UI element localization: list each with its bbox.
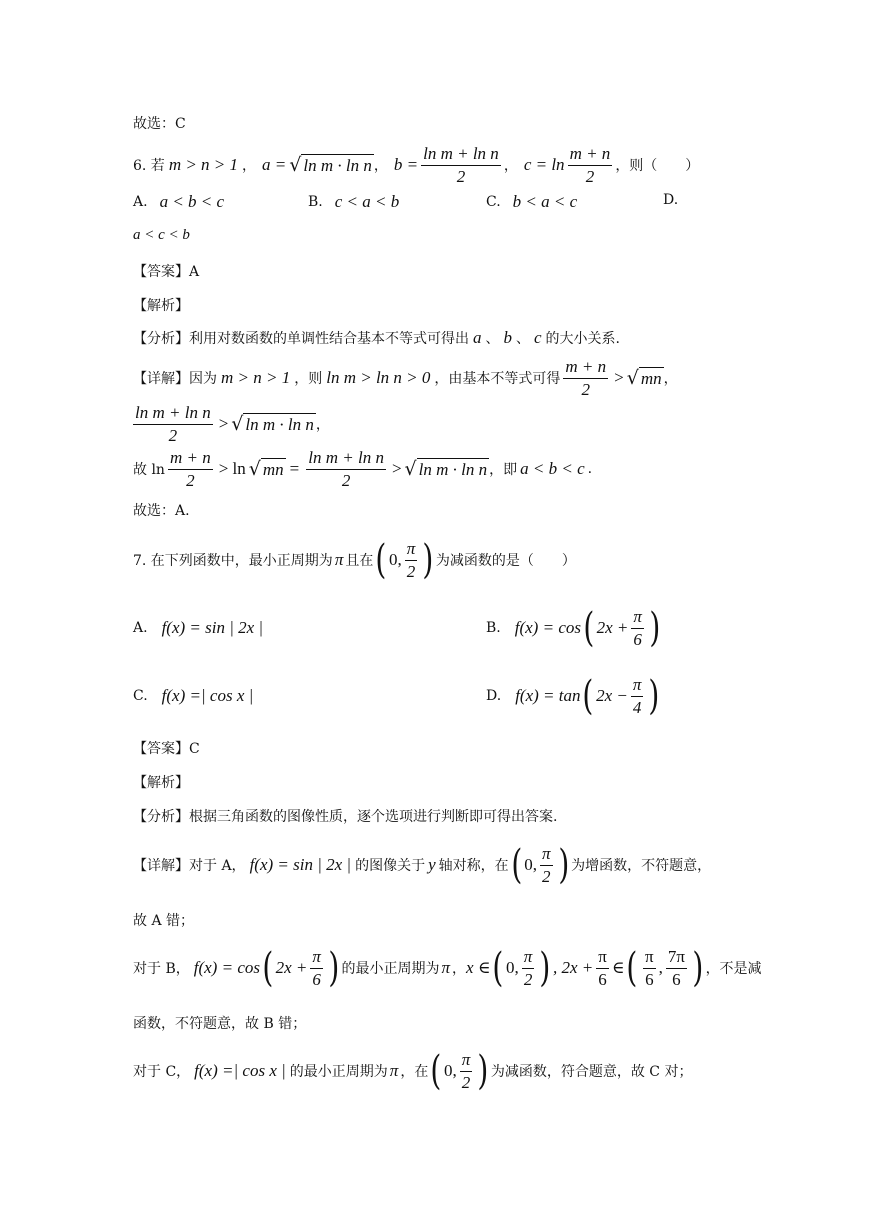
detail-6-line-1 <box>133 356 678 400</box>
q6-option-d-text <box>133 227 190 244</box>
option-label: D. <box>663 192 679 208</box>
numerator: π <box>540 845 553 866</box>
option-text: c < a < b <box>334 192 400 211</box>
option-label: C. <box>133 688 148 704</box>
var-b: b <box>503 328 512 347</box>
text: 的大小关系. <box>545 331 620 347</box>
text: 故选：A. <box>133 503 190 519</box>
math: , 2x + <box>552 958 594 977</box>
text: ， <box>452 961 467 977</box>
denominator: 6 <box>633 629 642 649</box>
text: . <box>587 461 593 477</box>
var-y: y <box>428 855 436 874</box>
pi: π <box>441 958 451 977</box>
answer-select-6 <box>133 500 190 520</box>
denominator: 2 <box>585 166 595 186</box>
text: ， <box>315 417 330 433</box>
denominator: 2 <box>581 379 591 399</box>
option-label: A. <box>133 620 148 636</box>
text: ，不是减 <box>705 961 762 977</box>
q7-option-b <box>486 605 663 651</box>
frac <box>596 948 609 989</box>
option-label: C. <box>486 194 501 210</box>
sqrt: √ ln m · ln n <box>404 458 488 480</box>
left-paren: ( <box>375 537 387 583</box>
frac <box>405 540 418 581</box>
detail-7-b <box>133 945 762 991</box>
func: f(x) = cos <box>193 958 260 977</box>
denominator: 2 <box>186 470 195 490</box>
option-text: b < a < c <box>512 192 578 211</box>
op: > ln <box>218 459 246 478</box>
analysis-heading-6 <box>133 295 189 315</box>
q6-a-radicand: ln m · ln n <box>303 156 372 175</box>
right-paren: ) <box>328 945 340 991</box>
detail-7-a-2 <box>133 910 194 930</box>
text: 【解析】 <box>133 298 189 314</box>
option-text: a < b < c <box>159 192 225 211</box>
numerator: ln m + ln n <box>421 145 501 166</box>
option-text: f(x) = sin | 2x | <box>161 618 264 637</box>
denominator: 2 <box>168 425 178 445</box>
numerator: m + n <box>563 358 608 379</box>
sep: 、 <box>485 331 500 347</box>
arg: 2x − <box>596 686 628 705</box>
right-paren: ) <box>477 1048 489 1094</box>
var-a: a <box>473 328 482 347</box>
q6-cond: m > n > 1 <box>168 155 239 174</box>
interval-start: 0, <box>388 550 402 569</box>
tag: 【分析】 <box>133 809 189 825</box>
left-paren: ( <box>626 945 638 991</box>
q6-option-d <box>663 192 678 208</box>
numerator: π <box>522 948 535 969</box>
text: ，则 <box>294 371 323 387</box>
text: 为减函数的是（ ） <box>435 553 576 569</box>
frac <box>563 358 608 399</box>
answer-6 <box>133 261 199 281</box>
detail-7-b-2 <box>133 1013 306 1033</box>
interval-start: 0, <box>506 958 519 977</box>
text: 为减函数，符合题意，故 C 对； <box>490 1064 693 1080</box>
option-text: f(x) =| cos x | <box>161 686 254 705</box>
frac <box>643 948 656 989</box>
text: 故 ln <box>133 462 165 478</box>
text: 【答案】C <box>133 741 200 757</box>
text: 的图像关于 <box>355 858 426 874</box>
text: 的最小正周期为 <box>341 961 440 977</box>
q7-label: 7. 在下列函数中，最小正周期为 <box>133 553 333 569</box>
q6-a-def: a = <box>262 155 287 174</box>
text: 【解析】 <box>133 775 189 791</box>
analysis-6 <box>133 328 620 348</box>
numerator: π <box>310 948 323 969</box>
denominator: 2 <box>341 470 351 490</box>
denominator: 4 <box>632 697 642 717</box>
denominator: 2 <box>542 866 551 886</box>
pi: π <box>389 1061 399 1080</box>
comma: , <box>658 958 663 977</box>
detail-7-c <box>133 1048 692 1094</box>
text: 因为 <box>189 371 217 387</box>
right-paren: ) <box>539 945 551 991</box>
option-text: a < c < b <box>133 227 190 243</box>
text: 利用对数函数的单调性结合基本不等式可得出 <box>189 331 469 347</box>
text: 对于 C， <box>133 1064 191 1080</box>
radicand: ln m · ln n <box>245 415 314 434</box>
radicand: ln m · ln n <box>418 460 488 479</box>
op: > <box>391 459 402 478</box>
q6-c-frac <box>568 145 613 186</box>
frac <box>631 608 644 649</box>
sqrt: √ ln m · ln n <box>231 413 314 435</box>
numerator: π <box>631 608 644 629</box>
arg: 2x + <box>275 958 308 977</box>
frac <box>310 948 323 989</box>
denominator: 2 <box>523 969 533 989</box>
numerator: π <box>460 1051 473 1072</box>
op: > <box>614 368 624 387</box>
frac <box>666 948 687 989</box>
math: m > n > 1 <box>221 368 291 387</box>
q6-b-def: b = <box>393 155 419 174</box>
option-label: B. <box>308 194 323 210</box>
op: = <box>289 459 300 478</box>
q6-tail: ，则（ ） <box>615 158 700 174</box>
denominator: 2 <box>406 561 416 581</box>
numerator: ln m + ln n <box>133 404 213 425</box>
left-paren: ( <box>492 945 504 991</box>
numerator: ln m + ln n <box>306 449 386 470</box>
analysis-7 <box>133 806 557 826</box>
answer-select-5 <box>133 113 186 133</box>
q6-b-frac <box>421 145 501 186</box>
text: 的最小正周期为 <box>289 1064 388 1080</box>
tag: 【分析】 <box>133 331 189 347</box>
text: 为增函数，不符题意， <box>571 858 712 874</box>
pi: π <box>334 550 344 569</box>
func: f(x) = tan <box>515 686 581 705</box>
option-label: A. <box>133 194 148 210</box>
interval-start: 0, <box>443 1061 457 1080</box>
numerator: m + n <box>568 145 613 166</box>
frac <box>460 1051 473 1092</box>
frac <box>306 449 386 490</box>
sep: 、 <box>516 331 530 347</box>
numerator: π <box>631 676 644 697</box>
left-paren: ( <box>262 945 274 991</box>
option-label: B. <box>486 620 501 636</box>
detail-7-a <box>133 842 711 888</box>
tag: 【详解】 <box>133 858 189 874</box>
q7-option-c <box>133 686 253 706</box>
math: f(x) =| cos x | <box>194 1061 286 1080</box>
var-c: c <box>534 328 542 347</box>
analysis-heading-7 <box>133 772 189 792</box>
q6-c-def: c = ln <box>523 155 565 174</box>
frac <box>133 404 213 445</box>
text: ， <box>663 371 678 387</box>
frac <box>168 449 213 490</box>
text: 根据三角函数的图像性质，逐个选项进行判断即可得出答案. <box>189 809 558 825</box>
numerator: π <box>405 540 418 561</box>
func: f(x) = cos <box>514 618 581 637</box>
interval-start: 0, <box>524 855 538 874</box>
detail-6-line-2 <box>133 402 330 446</box>
right-paren: ) <box>422 537 434 583</box>
text: 轴对称，在 <box>438 858 509 874</box>
denominator: 6 <box>645 969 654 989</box>
numerator: m + n <box>168 449 213 470</box>
right-paren: ) <box>648 673 660 719</box>
math: ln m > ln n > 0 <box>326 368 431 387</box>
math: x ∈ <box>466 958 491 977</box>
text: 【答案】A <box>133 264 200 280</box>
right-paren: ) <box>649 605 661 651</box>
q7-option-d <box>486 673 662 719</box>
text: 对于 B， <box>133 961 190 977</box>
comma: ， <box>503 158 518 174</box>
radicand: mn <box>640 369 662 388</box>
denominator: 6 <box>598 969 607 989</box>
denominator: 2 <box>461 1072 471 1092</box>
left-paren: ( <box>582 673 594 719</box>
left-paren: ( <box>430 1048 442 1094</box>
denominator: 6 <box>672 969 681 989</box>
op: ∈ <box>611 958 625 977</box>
sqrt: √ mn <box>248 458 284 480</box>
tag: 【详解】 <box>133 371 189 387</box>
text: 故 A 错； <box>133 913 195 929</box>
frac <box>540 845 553 886</box>
answer-7 <box>133 738 200 758</box>
option-label: D. <box>486 688 502 704</box>
right-paren: ) <box>692 945 704 991</box>
comma: ， <box>373 158 388 174</box>
right-paren: ) <box>557 842 569 888</box>
left-paren: ( <box>583 605 595 651</box>
text: 且在 <box>345 553 374 569</box>
denominator: 2 <box>456 166 466 186</box>
radicand: mn <box>262 460 284 479</box>
q6-option-b <box>308 192 399 212</box>
numerator: 7π <box>666 948 687 969</box>
numerator: π <box>596 948 609 969</box>
question-7 <box>133 537 576 583</box>
numerator: π <box>643 948 656 969</box>
sqrt: √ mn <box>626 367 662 389</box>
q7-option-a <box>133 618 263 638</box>
comma: ， <box>242 158 257 174</box>
arg: 2x + <box>596 618 629 637</box>
text: 对于 A， <box>189 858 246 874</box>
left-paren: ( <box>510 842 522 888</box>
question-6 <box>133 142 699 188</box>
frac <box>522 948 535 989</box>
q6-a-sqrt: √ ln m · ln n <box>289 154 372 176</box>
text: ，在 <box>400 1064 429 1080</box>
q6-label: 6. 若 <box>133 158 165 174</box>
detail-6-line-3 <box>133 446 592 492</box>
frac <box>631 676 644 717</box>
math: a < b < c <box>520 459 585 478</box>
text: 函数，不符题意，故 B 错； <box>133 1016 307 1032</box>
op: > <box>218 414 229 433</box>
q6-option-a <box>133 192 224 212</box>
q6-option-c <box>486 192 577 212</box>
math: f(x) = sin | 2x | <box>249 855 352 874</box>
text: ，即 <box>489 462 518 478</box>
text: 故选：C <box>133 116 186 132</box>
text: ，由基本不等式可得 <box>434 371 561 387</box>
denominator: 6 <box>312 969 321 989</box>
